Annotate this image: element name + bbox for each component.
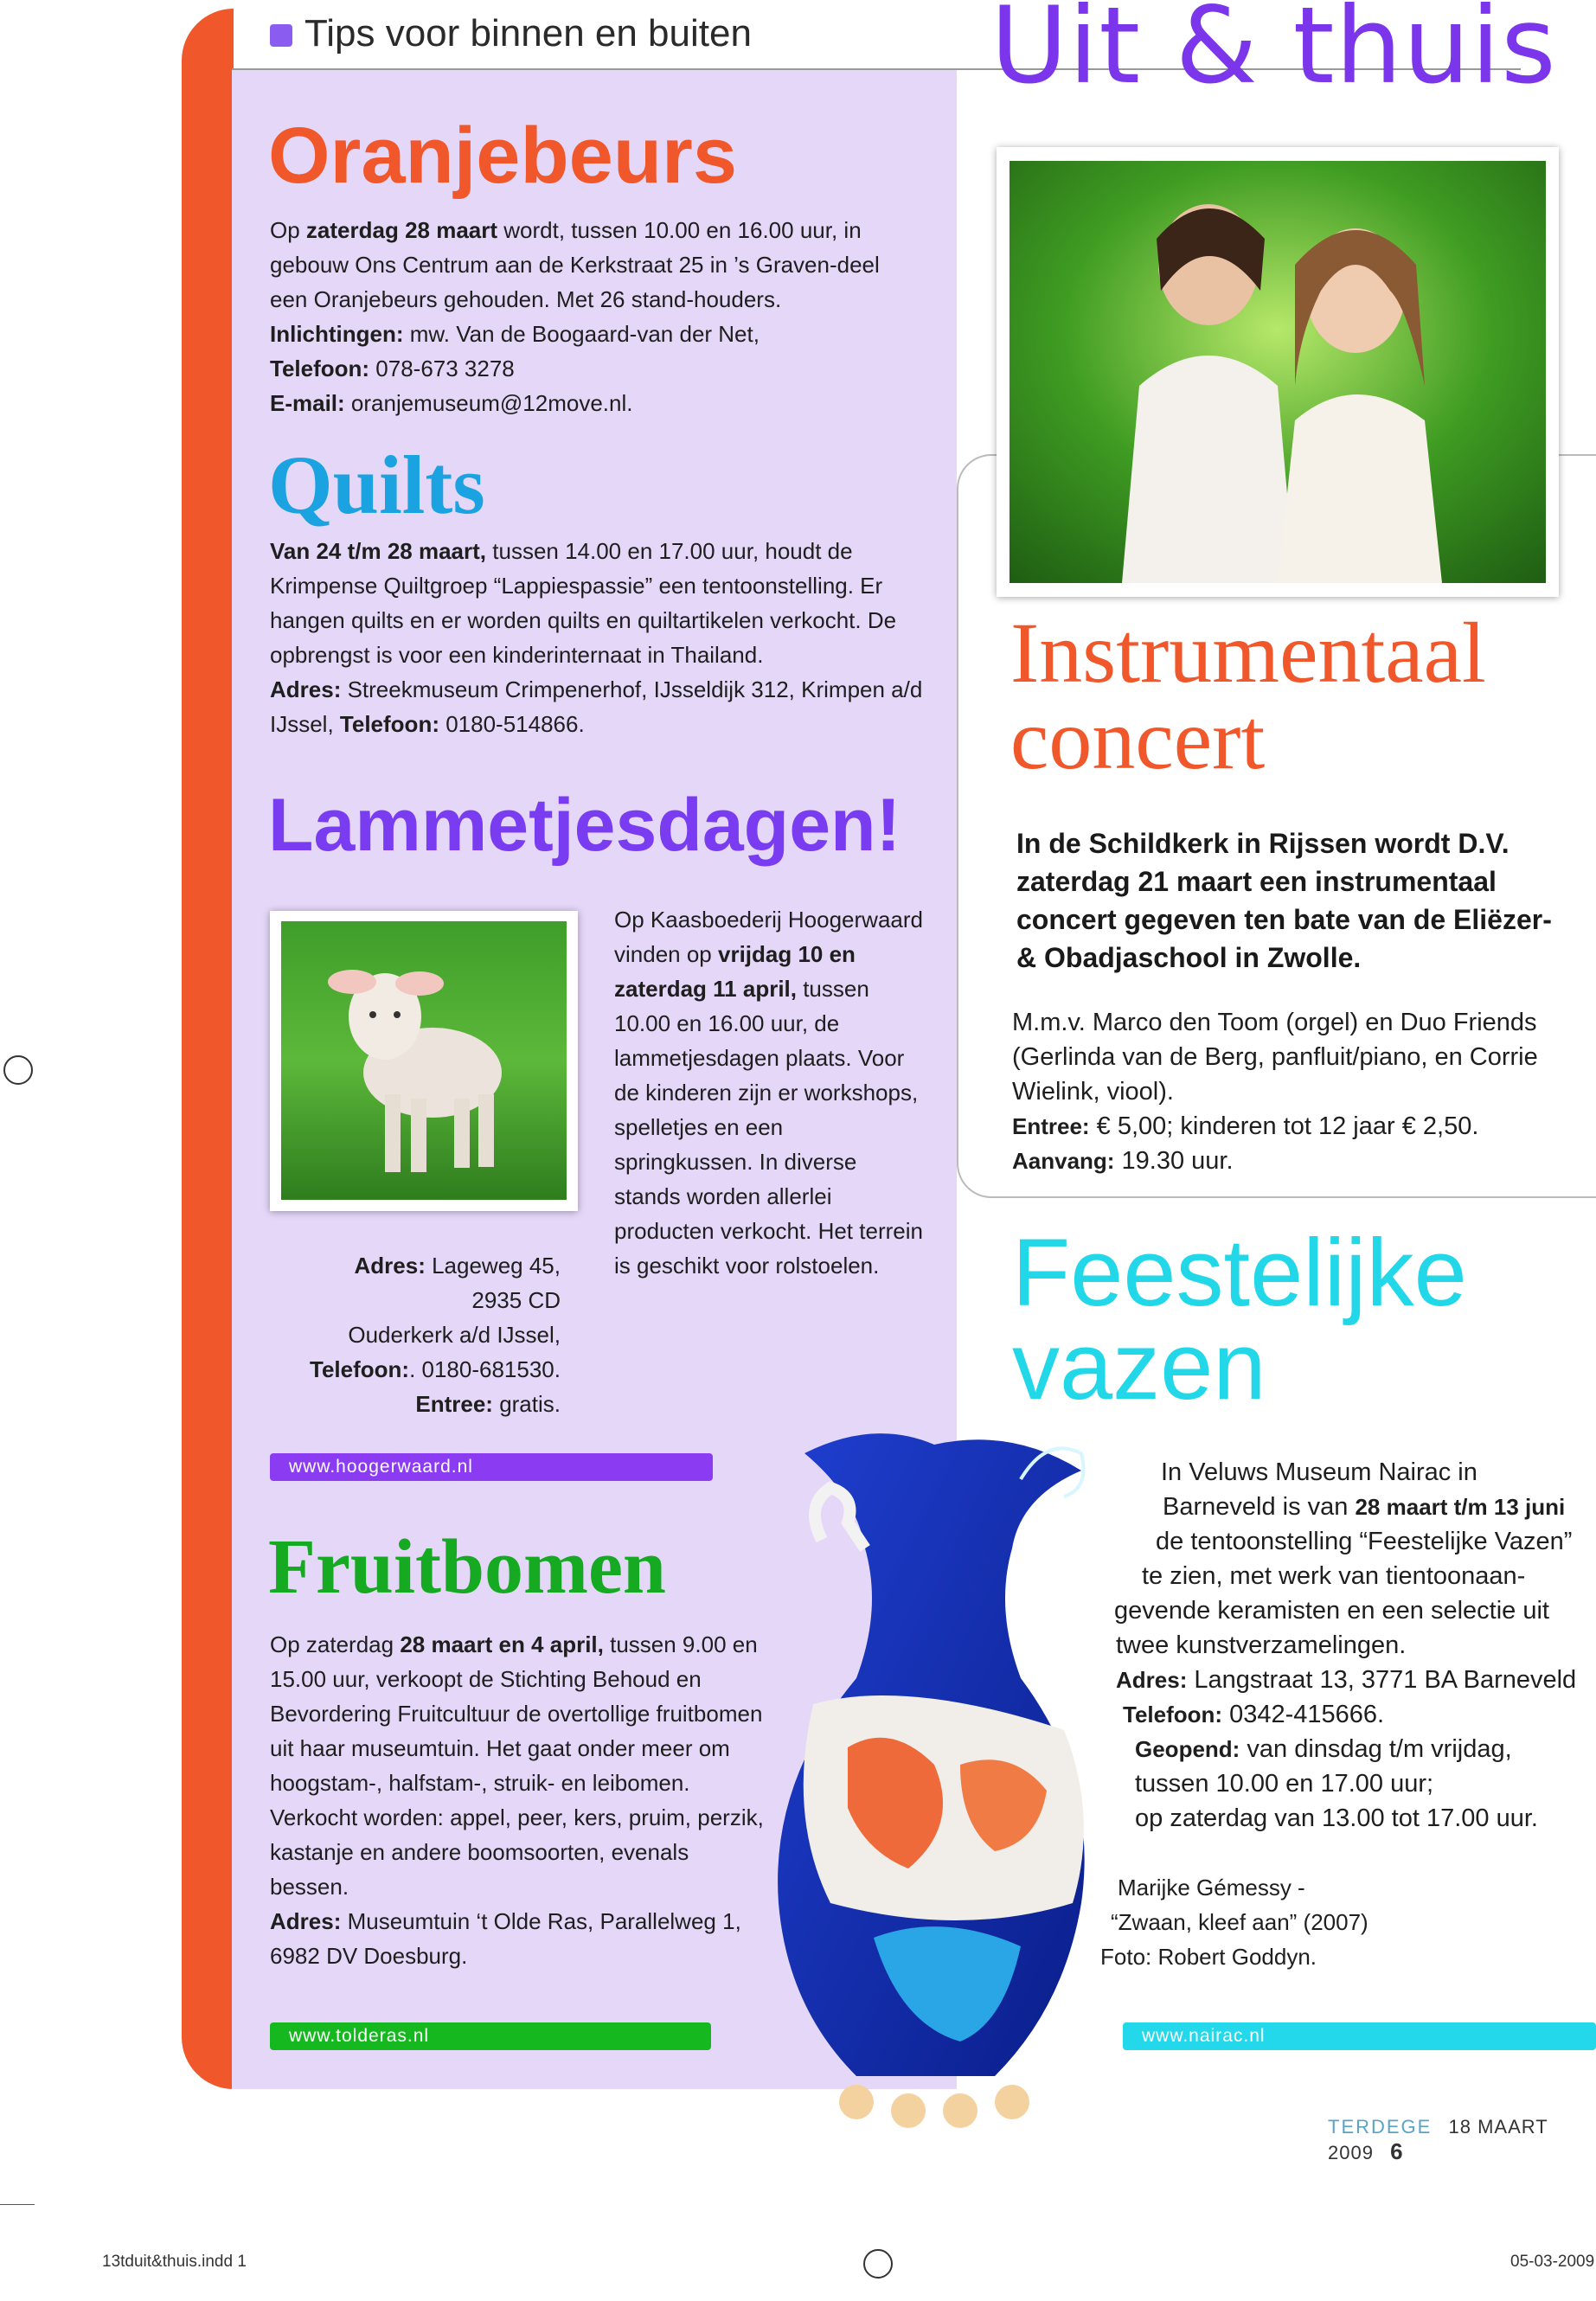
slug-date: 05-03-2009 (1510, 2253, 1595, 2271)
oranjebeurs-title: Oranjebeurs (268, 112, 737, 200)
lamb-photo-frame (270, 911, 578, 1211)
concert-lead: In de Schildkerk in Rijssen wordt D.V. zaterdag 21 maart een instrumentaal concert gegeven ten bate van de Eliëzer- & Obadjaschool in Zwolle. (1016, 828, 1552, 973)
vazen-line4: te zien, met werk van tientoonaan- (1142, 1562, 1526, 1590)
vazen-title-line2: vazen (1012, 1313, 1266, 1420)
vazen-line1: In Veluws Museum Nairac in (1161, 1458, 1477, 1486)
vazen-phone: Telefoon: 0342-415666. (1123, 1701, 1385, 1728)
footer-date: 18 MAART 2009 (1328, 2116, 1548, 2163)
fruitbomen-title: Fruitbomen (268, 1524, 666, 1610)
vazen-open2: tussen 10.00 en 17.00 uur; (1135, 1770, 1434, 1798)
header-bullet-icon (270, 24, 292, 47)
duo-friends-photo (1010, 161, 1546, 583)
vazen-line2: Barneveld is van 28 maart t/m 13 juni (1163, 1493, 1566, 1521)
crop-line-left (0, 2204, 35, 2205)
fruitbomen-text: Op zaterdag 28 maart en 4 april, tussen 9.00 en 15.00 uur, verkoopt de Stichting Behoud en Bevordering Fruitcultuur de overtollige fruitbomen uit haar museumtuin. Het gaat onder meer om hoogstam-, halfstam-, struik- en leibomen. Verkocht worden: appel, peer, kers, pruim, perzik, kastanje en andere boomsoorten, evenals bessen. Adres: Museumtuin ‘t Olde Ras, Parallelweg 1, 6982 DV Doesburg. (270, 1631, 764, 1969)
vase-caption (1100, 1870, 1464, 1974)
vazen-text (1107, 1455, 1592, 1836)
quilts-title: Quilts (268, 439, 485, 531)
orange-side-band (182, 9, 234, 2089)
slug-file: 13tduit&thuis.indd 1 (102, 2253, 247, 2271)
registration-mark-bottom (863, 2249, 893, 2279)
vazen-address: Adres: Langstraat 13, 3771 BA Barneveld (1116, 1666, 1577, 1694)
quilts-text: Van 24 t/m 28 maart, tussen 14.00 en 17.00 uur, houdt de Krimpense Quiltgroep “Lappiespassie” een tentoonstelling. Er hangen quilts en er worden quilts en quiltartikelen verkocht. De opbrengst is voor een kinderinternaat in Thailand. Adres: Streekmuseum Crimpenerhof, IJsseldijk 312, Krimpen a/d IJssel, Telefoon: 0180-514866. (270, 538, 923, 737)
oranjebeurs-text: Op zaterdag 28 maart wordt, tussen 10.00 en 16.00 uur, in gebouw Ons Centrum aan de Kerkstraat 25 in ’s Graven-deel een Oranjebeurs gehouden. Met 26 stand-houders. Inlichtingen: mw. Van de Boogaard-van der Net, Telefoon: 078-673 3278 E-mail: oranjemuseum@12move.nl. (270, 217, 880, 416)
vase-photo (735, 1419, 1151, 2145)
vazen-line5: gevende keramisten en een selectie uit (1114, 1597, 1549, 1625)
caption-line1: Marijke Gémessy - (1118, 1875, 1305, 1900)
concert-title (1010, 605, 1486, 787)
concert-body: M.m.v. Marco den Toom (orgel) en Duo Friends (Gerlinda van de Berg, panfluit/piano, en Corrie Wielink, viool). Entree: € 5,00; kinderen tot 12 jaar € 2,50. Aanvang: 19.30 uur. (1012, 1009, 1538, 1175)
concert-title-line1: Instrumentaal (1010, 605, 1486, 701)
caption-line2: “Zwaan, kleef aan” (2007) (1111, 1909, 1368, 1935)
lammetjes-text: Op Kaasboederij Hoogerwaard vinden op vrijdag 10 en zaterdag 11 april, tussen 10.00 en 16.00 uur, de lammetjesdagen plaats. Voor de kinderen zijn er workshops, spelletjes en een springkussen. In diverse stands worden allerlei producten verkocht. Het terrein is geschikt voor rolstoelen. (614, 907, 923, 1279)
hoogerwaard-link[interactable]: www.hoogerwaard.nl (270, 1453, 713, 1481)
page-footer (1328, 2116, 1596, 2165)
vazen-line3: de tentoonstelling “Feestelijke Vazen” (1156, 1528, 1573, 1555)
lammetjes-title: Lammetjesdagen! (268, 784, 901, 867)
vazen-open: Geopend: van dinsdag t/m vrijdag, (1135, 1735, 1512, 1763)
duo-photo-frame (997, 147, 1559, 597)
vazen-line6: twee kunstverzamelingen. (1116, 1631, 1407, 1659)
tolderas-link[interactable]: www.tolderas.nl (270, 2022, 711, 2050)
registration-mark-left (3, 1055, 33, 1085)
lamb-photo (281, 921, 567, 1200)
nairac-link[interactable]: www.nairac.nl (1123, 2022, 1596, 2050)
footer-magazine: TERDEGE (1328, 2116, 1433, 2138)
vazen-title-line1: Feestelijke (1012, 1220, 1467, 1326)
section-title: Tips voor binnen en buiten (304, 12, 752, 54)
caption-line3: Foto: Robert Goddyn. (1100, 1944, 1317, 1970)
vazen-open3: op zaterdag van 13.00 tot 17.00 uur. (1135, 1804, 1538, 1832)
vazen-title (1012, 1220, 1467, 1420)
concert-title-line2: concert (1010, 691, 1266, 787)
lammetjes-address: Adres: Lageweg 45, 2935 CD Ouderkerk a/d IJssel, Telefoon:. 0180-681530. Entree: gratis. (310, 1253, 561, 1417)
footer-page: 6 (1390, 2138, 1404, 2164)
magazine-title: Uit & thuis (990, 0, 1557, 107)
